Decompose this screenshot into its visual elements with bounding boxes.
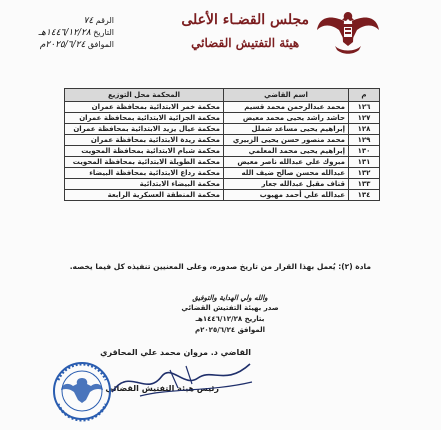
judge-name: حاشد راشد يحيى محمد معيض [224, 113, 349, 124]
table-header-row [65, 89, 380, 102]
judge-name: عبدالله علي أحمد مهيوب [224, 190, 349, 201]
row-number: ١٣٠ [349, 146, 380, 157]
closing-block [170, 292, 290, 336]
handwritten-signature [100, 358, 260, 408]
table-row [65, 135, 380, 146]
court-name: محكمة الجزائية الابتدائية بمحافظة عمران [65, 113, 224, 124]
row-number: ١٢٨ [349, 124, 380, 135]
issued-date-hijri: بتاريخ ١٤٤٦/١٢/٢٨هـ [195, 315, 265, 323]
issued-line: صدر بهيئة التفتيش القضائي [181, 304, 279, 312]
ref-date-label: التاريخ [93, 28, 114, 37]
court-name: محكمة شبام الابتدائية بمحافظة المحويت [65, 146, 224, 157]
inspection-title: هيئة التفتيش القضائي [191, 36, 300, 50]
court-name: محكمة المنطقة العسكرية الرابعة [65, 190, 224, 201]
ref-number-value: ٧٤ [83, 16, 94, 26]
chief-title: رئيس هيئة التفتيش القضائي [105, 384, 219, 393]
header-titles [181, 12, 309, 50]
table-row [65, 168, 380, 179]
judge-name: إبراهيم يحيى محمد المعلمي [224, 146, 349, 157]
ref-date-hijri: ١٤٤٦/١٢/٢٨هـ [38, 28, 91, 38]
row-number: ١٢٩ [349, 135, 380, 146]
table-row [65, 113, 380, 124]
article-2-text: مادة (٢): يُعمل بهذا القرار من تاريخ صدوره، وعلى المعنيين تنفيذه كل فيما يخصه. [69, 262, 371, 271]
ref-corresp-row [34, 40, 114, 52]
judges-distribution-table [64, 88, 380, 201]
court-name: محكمة رداع الابتدائية بمحافظة البيضاء [65, 168, 224, 179]
row-number: ١٣٢ [349, 168, 380, 179]
court-name: محكمة خمر الابتدائية بمحافظة عمران [65, 102, 224, 113]
row-number: ١٣٣ [349, 179, 380, 190]
official-stamp [48, 360, 116, 422]
court-name: محكمة ريدة الابتدائية بمحافظة عمران [65, 135, 224, 146]
judge-name: عبدالله محسن صالح ضيف الله [224, 168, 349, 179]
row-number: ١٣٤ [349, 190, 380, 201]
ref-date-row [34, 28, 114, 40]
table-row [65, 102, 380, 113]
col-header-number: م [349, 89, 380, 102]
council-title: مجلس القضـاء الأعلى [181, 12, 309, 28]
ref-corresp-label: الموافق [87, 40, 114, 49]
judge-name: مبروك علي عبدالله ناصر معيض [224, 157, 349, 168]
reference-meta [34, 16, 114, 52]
col-header-judge-name: اسم القاضي [224, 89, 349, 102]
table-row [65, 179, 380, 190]
ref-number-row [34, 16, 114, 28]
issued-date-greg: الموافق ٢٠٢٥/٦/٢٤م [194, 326, 265, 334]
court-name: محكمة البيضاء الابتدائية [65, 179, 224, 190]
court-name: محكمة عيال يزيد الابتدائية بمحافظة عمران [65, 124, 224, 135]
row-number: ١٢٧ [349, 113, 380, 124]
judge-name: إبراهيم يحيى مساعد شملل [224, 124, 349, 135]
ref-number-label: الرقم [95, 16, 114, 25]
judge-name: محمد عبدالرحمن محمد قسيم [224, 102, 349, 113]
table-row [65, 146, 380, 157]
ref-date-greg: ٢٠٢٥/٦/٢٤م [39, 40, 86, 50]
judge-name: قناف مقبل عبدالله جعار [224, 179, 349, 190]
judge-name-signature: القاضي د. مروان محمد علي المحاقري [100, 348, 251, 357]
closing-greeting: والله ولي الهداية والتوفيق [192, 293, 268, 302]
judge-name: محمد منصور حسن يحيى الزبيري [224, 135, 349, 146]
table-row [65, 124, 380, 135]
row-number: ١٢٦ [349, 102, 380, 113]
col-header-court: المحكمة محل التوزيع [65, 89, 224, 102]
table-row [65, 157, 380, 168]
row-number: ١٣١ [349, 157, 380, 168]
table-row [65, 190, 380, 201]
yemen-eagle-emblem [315, 8, 381, 56]
court-name: محكمة الطويلة الابتدائية بمحافظة المحويت [65, 157, 224, 168]
